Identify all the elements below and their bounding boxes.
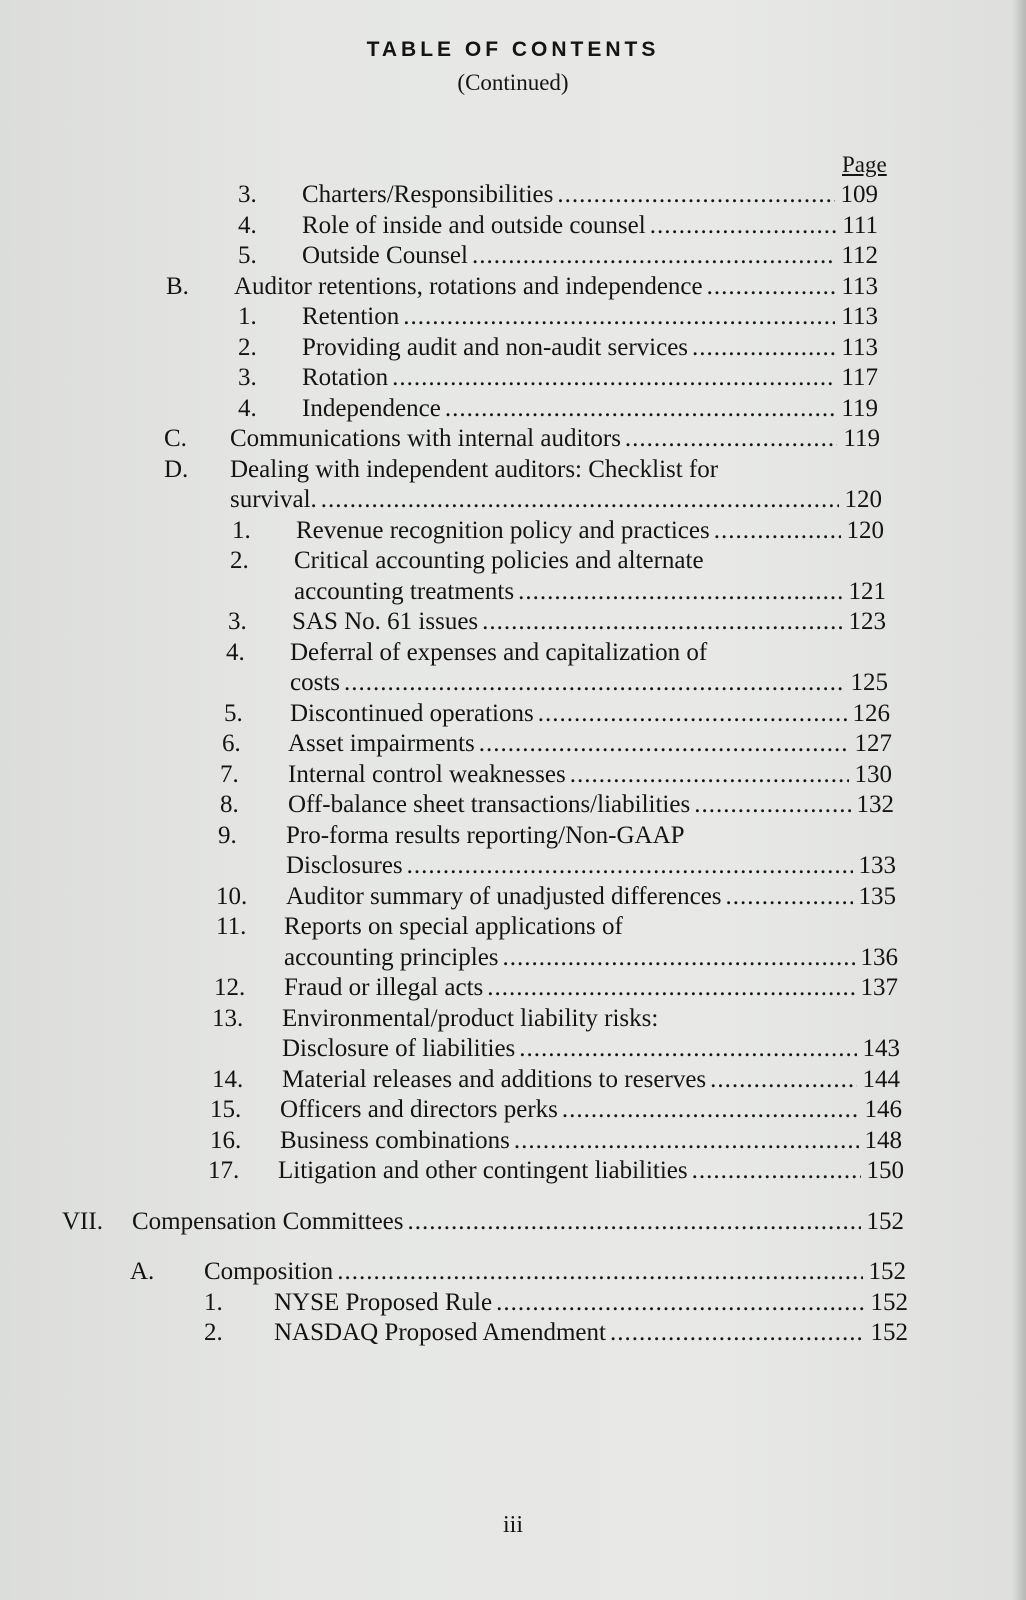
- toc-entry-title-line: Critical accounting policies and alternate: [294, 547, 704, 574]
- toc-entry-number: 17.: [208, 1157, 240, 1184]
- toc-entry-page-number: 132: [856, 791, 894, 818]
- page-column-header: Page: [842, 152, 887, 177]
- toc-entry-number: A.: [130, 1258, 155, 1285]
- toc-entry: [0, 180, 1026, 211]
- toc-entry: [0, 1207, 1026, 1238]
- toc-entry-number: 1.: [232, 516, 251, 544]
- toc-entry-title: Litigation and other contingent liabilities: [278, 1157, 688, 1184]
- toc-entry-title: Communications with internal auditors: [230, 425, 621, 452]
- dot-leader: [344, 668, 845, 699]
- toc-entry-number: 16.: [210, 1126, 242, 1154]
- toc-entry-title: Disclosure of liabilities: [282, 1035, 516, 1062]
- toc-entry-number: 4.: [238, 211, 257, 239]
- toc-entry-page-number: 121: [848, 577, 886, 605]
- toc-entry-page-number: 144: [862, 1065, 900, 1093]
- toc-entry-title: NASDAQ Proposed Amendment: [274, 1319, 606, 1346]
- toc-entry-page-number: 152: [868, 1258, 906, 1285]
- toc-entry-number: 4.: [238, 394, 257, 422]
- toc-entry-line: [302, 394, 878, 425]
- dot-leader: [694, 790, 850, 821]
- toc-entry-title: accounting treatments: [294, 577, 515, 605]
- toc-entry-title: Off-balance sheet transactions/liabilities: [288, 791, 691, 818]
- toc-entry-page-number: 113: [841, 333, 878, 361]
- dot-leader: [408, 1207, 861, 1238]
- dot-leader: [472, 241, 835, 272]
- toc-entry-title: Disclosures: [286, 852, 403, 879]
- toc-entry-line: [288, 790, 894, 821]
- toc-entry: [0, 790, 1026, 821]
- toc-entry-number: 15.: [210, 1096, 242, 1123]
- toc-entry-title: NYSE Proposed Rule: [274, 1288, 493, 1316]
- toc-entry-page-number: 112: [841, 242, 878, 269]
- toc-entry-line: [204, 1257, 906, 1288]
- toc-entry: [0, 1004, 1026, 1065]
- toc-entry-page-number: 148: [864, 1126, 902, 1154]
- toc-entry-number: 5.: [224, 699, 243, 727]
- dot-leader: [482, 607, 842, 638]
- toc-entry-title: Composition: [204, 1258, 334, 1285]
- toc-entry-line: [282, 1034, 900, 1065]
- toc-entry-line: [278, 1156, 904, 1187]
- dot-leader: [518, 577, 842, 608]
- dot-leader: [570, 760, 849, 791]
- toc-entry-line: [288, 729, 892, 760]
- toc-entry-number: 1.: [238, 303, 257, 330]
- toc-entry-line: [132, 1207, 904, 1238]
- toc-entry-page-number: 152: [870, 1319, 908, 1346]
- toc-entry-title: Charters/Responsibilities: [302, 181, 554, 208]
- dot-leader: [445, 394, 836, 425]
- toc-entry-title-line: Dealing with independent auditors: Checklist for: [230, 455, 719, 483]
- toc-entry: [0, 241, 1026, 272]
- toc-entry-page-number: 137: [860, 974, 898, 1001]
- toc-entry-title: Rotation: [302, 364, 389, 391]
- toc-entry-line: [274, 1288, 908, 1319]
- toc-entry-page-number: 120: [846, 516, 884, 544]
- toc-entry-number: D.: [164, 455, 189, 483]
- toc-entry-line: [284, 943, 898, 974]
- dot-leader: [321, 485, 839, 516]
- toc-entry-title: accounting principles: [284, 943, 499, 971]
- toc-entry-line: [302, 333, 878, 364]
- toc-entry-page-number: 113: [841, 272, 878, 300]
- page-folio: iii: [502, 1512, 523, 1538]
- toc-entry-title: Compensation Committees: [132, 1207, 404, 1235]
- toc-entry: [0, 455, 1026, 516]
- toc-entry-line: [274, 1318, 908, 1349]
- toc-entry-title: Retention: [302, 303, 400, 330]
- toc-entry-number: 3.: [238, 181, 257, 208]
- toc-entry-number: 10.: [216, 882, 248, 910]
- toc-entry: [0, 1065, 1026, 1096]
- dot-leader: [726, 882, 853, 913]
- toc-entry: [0, 638, 1026, 699]
- toc-entry-line: [292, 607, 886, 638]
- toc-entry-title: Internal control weaknesses: [288, 760, 566, 788]
- toc-entry-page-number: 143: [862, 1035, 900, 1062]
- toc-entry-line: [286, 851, 896, 882]
- toc-entry: [0, 272, 1026, 303]
- toc-entry-title: Auditor retentions, rotations and independence: [234, 272, 703, 300]
- dot-leader: [692, 333, 835, 364]
- toc-entry: [0, 699, 1026, 730]
- dot-leader: [557, 180, 834, 211]
- dot-leader: [496, 1288, 864, 1319]
- toc-entry-title-line: Reports on special applications of: [284, 913, 623, 940]
- toc-entry-page-number: 136: [860, 943, 898, 971]
- dot-leader: [479, 729, 849, 760]
- toc-entry-number: 11.: [216, 913, 247, 940]
- toc-entry-line: [230, 485, 882, 516]
- dot-leader: [692, 1156, 861, 1187]
- toc-entry-page-number: 135: [858, 882, 896, 910]
- toc-entry-number: 4.: [226, 638, 245, 666]
- toc-entry: [0, 760, 1026, 791]
- toc-entry: [0, 546, 1026, 607]
- toc-entry-title: Asset impairments: [288, 730, 475, 757]
- toc-entry-page-number: 109: [840, 181, 878, 208]
- toc-entry-number: 6.: [222, 730, 241, 757]
- toc-entry: [0, 302, 1026, 333]
- toc-entry-number: 7.: [220, 760, 239, 788]
- dot-leader: [625, 424, 838, 455]
- toc-entry-page-number: 127: [854, 730, 892, 757]
- toc-entry-title: survival.: [230, 486, 317, 513]
- toc-entry-line: [288, 760, 892, 791]
- toc-entry-number: 3.: [228, 608, 247, 635]
- toc-entry: [0, 729, 1026, 760]
- toc-entry-line: [280, 1095, 902, 1126]
- toc-entry-page-number: 119: [843, 425, 880, 452]
- toc-entry-page-number: 125: [850, 669, 888, 696]
- toc-entry-title: Officers and directors perks: [280, 1096, 558, 1123]
- toc-entry: [0, 333, 1026, 364]
- toc-entry: [0, 1156, 1026, 1187]
- toc-entry: [0, 882, 1026, 913]
- toc-entry-line: [280, 1126, 902, 1157]
- dot-leader: [487, 973, 854, 1004]
- toc-entry-page-number: 123: [848, 608, 886, 635]
- toc-entry-page-number: 152: [866, 1207, 904, 1235]
- toc-entry-title: Material releases and additions to reserves: [282, 1065, 707, 1093]
- toc-entry: [0, 821, 1026, 882]
- toc-entry-title: Fraud or illegal acts: [284, 974, 484, 1001]
- toc-entry: [0, 424, 1026, 455]
- toc-entry-line: [290, 699, 890, 730]
- dot-leader: [710, 1065, 856, 1096]
- toc-entry-page-number: 119: [841, 394, 878, 422]
- dot-leader: [610, 1318, 865, 1349]
- toc-entry: [0, 1318, 1026, 1349]
- toc-entry-number: C.: [164, 425, 187, 452]
- toc-entry-number: 12.: [214, 974, 246, 1001]
- toc-entry-number: VII.: [62, 1207, 103, 1235]
- toc-entry-number: 2.: [238, 333, 257, 361]
- toc-entry: [0, 973, 1026, 1004]
- toc-entry-page-number: 117: [841, 364, 878, 391]
- dot-leader: [337, 1257, 862, 1288]
- toc-entry-page-number: 113: [841, 303, 878, 330]
- toc-entry-title: Auditor summary of unadjusted differences: [286, 882, 722, 910]
- toc-entry: [0, 363, 1026, 394]
- toc-entry-title-line: Pro-forma results reporting/Non-GAAP: [286, 821, 685, 849]
- toc-entry-number: 14.: [212, 1065, 244, 1093]
- toc-entry: [0, 211, 1026, 242]
- toc-entry-line: [302, 211, 878, 242]
- dot-leader: [650, 211, 837, 242]
- page-subtitle: (Continued): [457, 70, 569, 95]
- toc-entry: [0, 1095, 1026, 1126]
- toc-entry-number: 8.: [220, 791, 239, 818]
- toc-entry-title: Outside Counsel: [302, 242, 468, 269]
- toc-entry-title: Discontinued operations: [290, 699, 534, 727]
- toc-entry-title-line: Deferral of expenses and capitalization of: [290, 638, 708, 666]
- dot-leader: [519, 1034, 856, 1065]
- toc-entry-title: Providing audit and non-audit services: [302, 333, 689, 361]
- toc-entry: [0, 1257, 1026, 1288]
- dot-leader: [538, 699, 847, 730]
- toc-entry: [0, 1126, 1026, 1157]
- toc-entry-title: Business combinations: [280, 1126, 510, 1154]
- toc-entry-number: 2.: [230, 547, 249, 574]
- toc-entry-line: [302, 302, 878, 333]
- toc-entry-line: [294, 577, 886, 608]
- toc-entry: [0, 607, 1026, 638]
- toc-entry-line: [286, 882, 896, 913]
- toc-entry-number: 2.: [204, 1319, 223, 1346]
- table-of-contents: [0, 180, 1026, 1349]
- toc-entry-number: 5.: [238, 242, 257, 269]
- toc-entry-page-number: 130: [854, 760, 892, 788]
- toc-entry-title: Independence: [302, 394, 441, 422]
- dot-leader: [514, 1126, 859, 1157]
- toc-entry: [0, 912, 1026, 973]
- dot-leader: [562, 1095, 859, 1126]
- dot-leader: [503, 943, 855, 974]
- page-title: TABLE OF CONTENTS: [366, 38, 660, 61]
- toc-entry-line: [302, 363, 878, 394]
- toc-entry-page-number: 126: [852, 699, 890, 727]
- toc-entry-page-number: 152: [870, 1288, 908, 1316]
- toc-entry-page-number: 120: [844, 486, 882, 513]
- toc-entry-title: SAS No. 61 issues: [292, 608, 479, 635]
- toc-entry-number: B.: [166, 272, 189, 300]
- toc-entry: [0, 516, 1026, 547]
- toc-entry-number: 9.: [218, 821, 237, 849]
- toc-entry: [0, 394, 1026, 425]
- toc-entry-line: [296, 516, 884, 547]
- toc-entry-number: 3.: [238, 364, 257, 391]
- toc-entry-number: 13.: [212, 1004, 244, 1032]
- toc-entry-line: [290, 668, 888, 699]
- toc-entry-page-number: 150: [866, 1157, 904, 1184]
- toc-entry-title: Revenue recognition policy and practices: [296, 516, 710, 544]
- dot-leader: [407, 851, 853, 882]
- toc-entry-number: 1.: [204, 1288, 223, 1316]
- toc-entry-line: [230, 424, 880, 455]
- toc-entry-page-number: 111: [842, 211, 878, 239]
- toc-entry-page-number: 146: [864, 1096, 902, 1123]
- toc-entry-page-number: 133: [858, 852, 896, 879]
- toc-entry-line: [234, 272, 878, 303]
- toc-entry-line: [284, 973, 898, 1004]
- toc-entry-line: [302, 180, 878, 211]
- dot-leader: [707, 272, 836, 303]
- dot-leader: [392, 363, 835, 394]
- toc-entry-title: costs: [290, 669, 340, 696]
- toc-entry-line: [282, 1065, 900, 1096]
- toc-entry: [0, 1288, 1026, 1319]
- toc-entry-line: [302, 241, 878, 272]
- toc-entry-title-line: Environmental/product liability risks:: [282, 1004, 659, 1032]
- toc-entry-title: Role of inside and outside counsel: [302, 211, 646, 239]
- dot-leader: [403, 302, 835, 333]
- dot-leader: [714, 516, 841, 547]
